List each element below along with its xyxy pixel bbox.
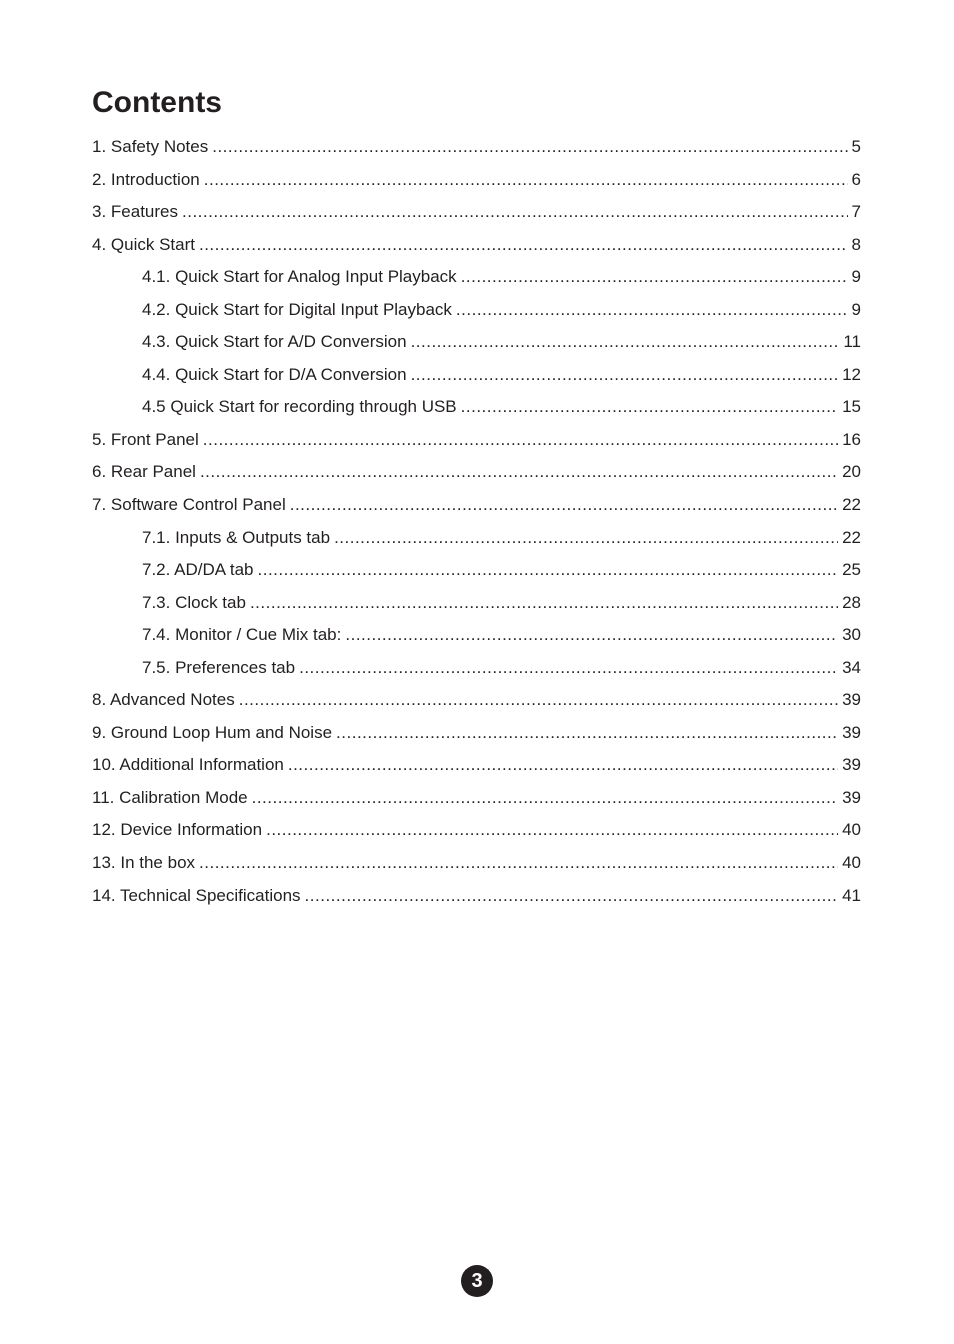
dot-leader: [200, 456, 838, 489]
toc-entry-label: 7.2. AD/DA tab: [142, 560, 254, 580]
toc-entry-front-panel[interactable]: [92, 424, 861, 457]
toc-entry-label: 7.4. Monitor / Cue Mix tab:: [142, 625, 342, 645]
dot-leader: [239, 684, 838, 717]
toc-entry-page-number: 5: [851, 137, 861, 156]
dot-leader: [203, 424, 838, 457]
dot-leader: [334, 522, 838, 555]
page-title: Contents: [92, 86, 222, 119]
dot-leader: [199, 229, 848, 262]
dot-leader: [266, 814, 838, 847]
toc-entry-label: 2. Introduction: [92, 169, 200, 189]
toc-entry-page-number: 39: [842, 722, 861, 742]
toc-entry-additional-information[interactable]: [92, 749, 861, 782]
toc-entry-software-control-panel[interactable]: [92, 489, 861, 522]
toc-entry-page-number: 39: [842, 690, 861, 710]
toc-entry-quick-start-digital-input[interactable]: [92, 294, 861, 327]
toc-entry-label: 1. Safety Notes: [92, 137, 209, 156]
toc-entry-page-number: 9: [851, 299, 861, 319]
toc-entry-page-number: 30: [842, 625, 861, 645]
toc-entry-page-number: 8: [851, 234, 861, 254]
toc-entry-advanced-notes[interactable]: [92, 684, 861, 717]
toc-entry-quick-start-analog-input[interactable]: [92, 261, 861, 294]
dot-leader: [182, 196, 848, 229]
toc-entry-quick-start-ad-conversion[interactable]: [92, 326, 861, 359]
dot-leader: [461, 261, 848, 294]
toc-entry-label: 13. In the box: [92, 853, 196, 873]
dot-leader: [212, 131, 847, 164]
toc-entry-clock-tab[interactable]: [92, 587, 861, 620]
toc-entry-features[interactable]: [92, 196, 861, 229]
toc-entry-label: 7.3. Clock tab: [142, 592, 246, 612]
toc-entry-page-number: 22: [842, 527, 861, 547]
toc-entry-page-number: 6: [851, 169, 861, 189]
toc-entry-page-number: 40: [842, 853, 861, 873]
toc-entry-label: 4. Quick Start: [92, 234, 195, 254]
toc-entry-preferences-tab[interactable]: [92, 652, 861, 685]
toc-entry-monitor-cue-mix-tab[interactable]: [92, 619, 861, 652]
dot-leader: [288, 749, 838, 782]
toc-entry-label: 6. Rear Panel: [92, 462, 196, 482]
toc-entry-page-number: 22: [842, 495, 861, 515]
toc-entry-quick-start-usb-recording[interactable]: [92, 391, 861, 424]
toc-entry-label: 9. Ground Loop Hum and Noise: [92, 722, 333, 742]
toc-entry-label: 10. Additional Information: [92, 755, 284, 775]
dot-leader: [411, 359, 839, 392]
dot-leader: [199, 847, 838, 880]
dot-leader: [305, 880, 839, 913]
toc-entry-page-number: 16: [842, 429, 861, 449]
toc-entry-label: 4.1. Quick Start for Analog Input Playback: [142, 267, 457, 287]
dot-leader: [411, 326, 840, 359]
toc-entry-label: 4.2. Quick Start for Digital Input Playback: [142, 299, 452, 319]
toc-entry-ground-loop-hum[interactable]: [92, 717, 861, 750]
toc-entry-label: 8. Advanced Notes: [92, 690, 235, 710]
toc-entry-label: 3. Features: [92, 202, 178, 222]
toc-entry-label: 4.5 Quick Start for recording through USB: [142, 397, 457, 417]
toc-entry-label: 4.3. Quick Start for A/D Conversion: [142, 332, 407, 352]
toc-entry-quick-start-da-conversion[interactable]: [92, 359, 861, 392]
toc-entry-label: 12. Device Information: [92, 820, 263, 840]
toc-entry-label: 5. Front Panel: [92, 429, 199, 449]
toc-entry-page-number: 11: [843, 332, 861, 352]
dot-leader: [258, 554, 839, 587]
toc-entry-technical-specifications[interactable]: [92, 880, 861, 913]
toc-entry-page-number: 28: [842, 592, 861, 612]
toc-entry-page-number: 15: [842, 397, 861, 417]
toc-entry-label: 7.5. Preferences tab: [142, 657, 296, 677]
dot-leader: [252, 782, 838, 815]
dot-leader: [204, 164, 848, 197]
toc-entry-page-number: 39: [842, 755, 861, 775]
toc-entry-page-number: 9: [851, 267, 861, 287]
dot-leader: [250, 587, 838, 620]
table-of-contents: [92, 131, 861, 912]
toc-entry-device-information[interactable]: [92, 814, 861, 847]
toc-entry-label: 7. Software Control Panel: [92, 495, 286, 515]
toc-entry-label: 11. Calibration Mode: [92, 787, 248, 807]
dot-leader: [290, 489, 838, 522]
toc-entry-page-number: 39: [842, 787, 861, 807]
toc-entry-label: 4.4. Quick Start for D/A Conversion: [142, 364, 407, 384]
toc-entry-page-number: 7: [851, 202, 861, 222]
toc-entry-page-number: 20: [842, 462, 861, 482]
dot-leader: [461, 391, 838, 424]
dot-leader: [345, 619, 838, 652]
toc-entry-page-number: 34: [842, 657, 861, 677]
page-number-badge: 3: [461, 1265, 493, 1297]
toc-entry-inputs-outputs-tab[interactable]: [92, 522, 861, 555]
toc-entry-page-number: 25: [842, 560, 861, 580]
toc-entry-introduction[interactable]: [92, 164, 861, 197]
toc-entry-in-the-box[interactable]: [92, 847, 861, 880]
toc-entry-page-number: 40: [842, 820, 861, 840]
toc-entry-safety-notes[interactable]: [92, 131, 861, 164]
toc-entry-page-number: 41: [842, 885, 861, 905]
toc-entry-label: 14. Technical Specifications: [92, 885, 301, 905]
toc-entry-adda-tab[interactable]: [92, 554, 861, 587]
toc-entry-rear-panel[interactable]: [92, 456, 861, 489]
toc-entry-label: 7.1. Inputs & Outputs tab: [142, 527, 331, 547]
toc-entry-calibration-mode[interactable]: [92, 782, 861, 815]
toc-entry-quick-start[interactable]: [92, 229, 861, 262]
dot-leader: [456, 294, 848, 327]
dot-leader: [299, 652, 838, 685]
dot-leader: [336, 717, 838, 750]
toc-entry-page-number: 12: [842, 364, 861, 384]
